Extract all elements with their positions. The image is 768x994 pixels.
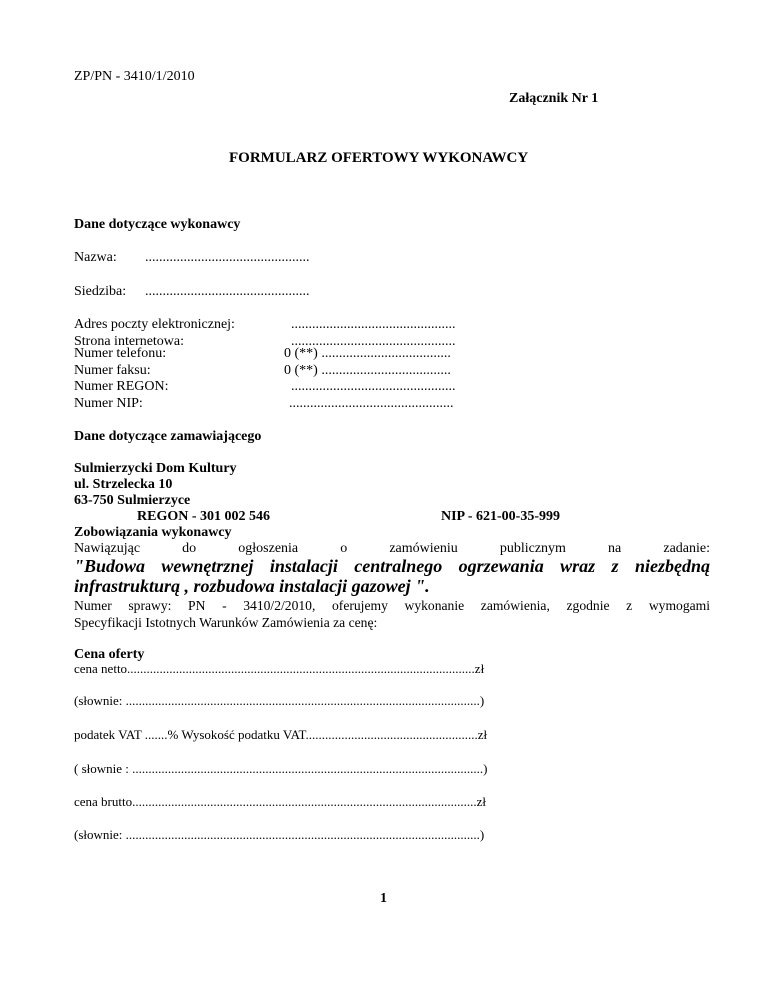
regon-label: Numer REGON:: [74, 379, 169, 394]
gross-price-words-field[interactable]: (słownie: .............................................................................................................): [74, 827, 485, 842]
gross-price-field[interactable]: cena brutto..........................................................................................................zł: [74, 794, 486, 809]
orderer-name: Sulmierzycki Dom Kultury: [74, 461, 237, 476]
contractor-name-label: Nazwa:: [74, 250, 117, 265]
task-word: instalacji: [269, 556, 338, 576]
form-title: FORMULARZ OFERTOWY WYKONAWCY: [229, 150, 529, 166]
phone-label: Numer telefonu:: [74, 346, 167, 361]
contractor-seat-field[interactable]: ...............................................: [145, 284, 310, 299]
intro-word: ogłoszenia: [238, 541, 299, 556]
website-field[interactable]: ...............................................: [291, 334, 456, 349]
fax-label: Numer faksu:: [74, 363, 151, 378]
task-title-line-1: [74, 556, 710, 577]
vat-field[interactable]: podatek VAT .......% Wysokość podatku VAT.....................................................zł: [74, 727, 488, 742]
intro-word: Nawiązując: [74, 541, 141, 556]
orderer-nip: NIP - 621-00-35-999: [441, 509, 560, 524]
nip-label: Numer NIP:: [74, 396, 143, 411]
intro-word: na: [608, 541, 622, 556]
intro-word: do: [182, 541, 197, 556]
website-label: Strona internetowa:: [74, 334, 185, 349]
net-price-words-field[interactable]: (słownie: .............................................................................................................): [74, 693, 485, 708]
intro-word: zadanie:: [663, 541, 710, 556]
intro-word: o: [340, 541, 348, 556]
phone-field[interactable]: 0 (**) .....................................: [284, 346, 451, 361]
intro-word: publicznym: [499, 541, 566, 556]
regon-field[interactable]: ...............................................: [291, 379, 456, 394]
vat-words-field[interactable]: ( słownie : ............................................................................................................): [74, 761, 488, 776]
orderer-city: 63-750 Sulmierzyce: [74, 493, 191, 508]
email-field[interactable]: ...............................................: [291, 317, 456, 332]
orderer-heading: Dane dotyczące zamawiającego: [74, 429, 262, 444]
contractor-heading: Dane dotyczące wykonawcy: [74, 217, 241, 232]
task-title-line-2: infrastrukturą , rozbudowa instalacji gazowej ".: [74, 576, 430, 596]
contractor-seat-label: Siedziba:: [74, 284, 127, 299]
task-word: centralnego: [354, 556, 443, 576]
task-word: z: [611, 556, 619, 576]
task-word: niezbędną: [634, 556, 710, 576]
orderer-street: ul. Strzelecka 10: [74, 477, 173, 492]
case-number-line: Numer sprawy: PN - 3410/2/2010, oferujemy wykonanie zamówienia, zgodnie z wymogami: [74, 598, 710, 613]
nip-field[interactable]: ...............................................: [289, 396, 454, 411]
price-heading: Cena oferty: [74, 647, 145, 662]
page-number: 1: [380, 891, 387, 906]
case-number-line-2: Specyfikacji Istotnych Warunków Zamówienia za cenę:: [74, 615, 378, 630]
obligations-heading: Zobowiązania wykonawcy: [74, 525, 232, 540]
net-price-field[interactable]: cena netto...........................................................................................................zł: [74, 661, 485, 676]
fax-field[interactable]: 0 (**) .....................................: [284, 363, 451, 378]
document-reference: ZP/PN - 3410/1/2010: [74, 69, 195, 84]
attachment-number: Załącznik Nr 1: [509, 91, 599, 106]
contractor-name-field[interactable]: ...............................................: [145, 250, 310, 265]
task-word: ogrzewania: [458, 556, 544, 576]
task-word: wraz: [560, 556, 596, 576]
obligations-intro: [74, 540, 710, 557]
intro-word: zamówieniu: [389, 541, 458, 556]
task-word: wewnętrznej: [161, 556, 254, 576]
orderer-regon: REGON - 301 002 546: [137, 509, 270, 524]
email-label: Adres poczty elektronicznej:: [74, 317, 235, 332]
task-word: "Budowa: [74, 556, 146, 576]
